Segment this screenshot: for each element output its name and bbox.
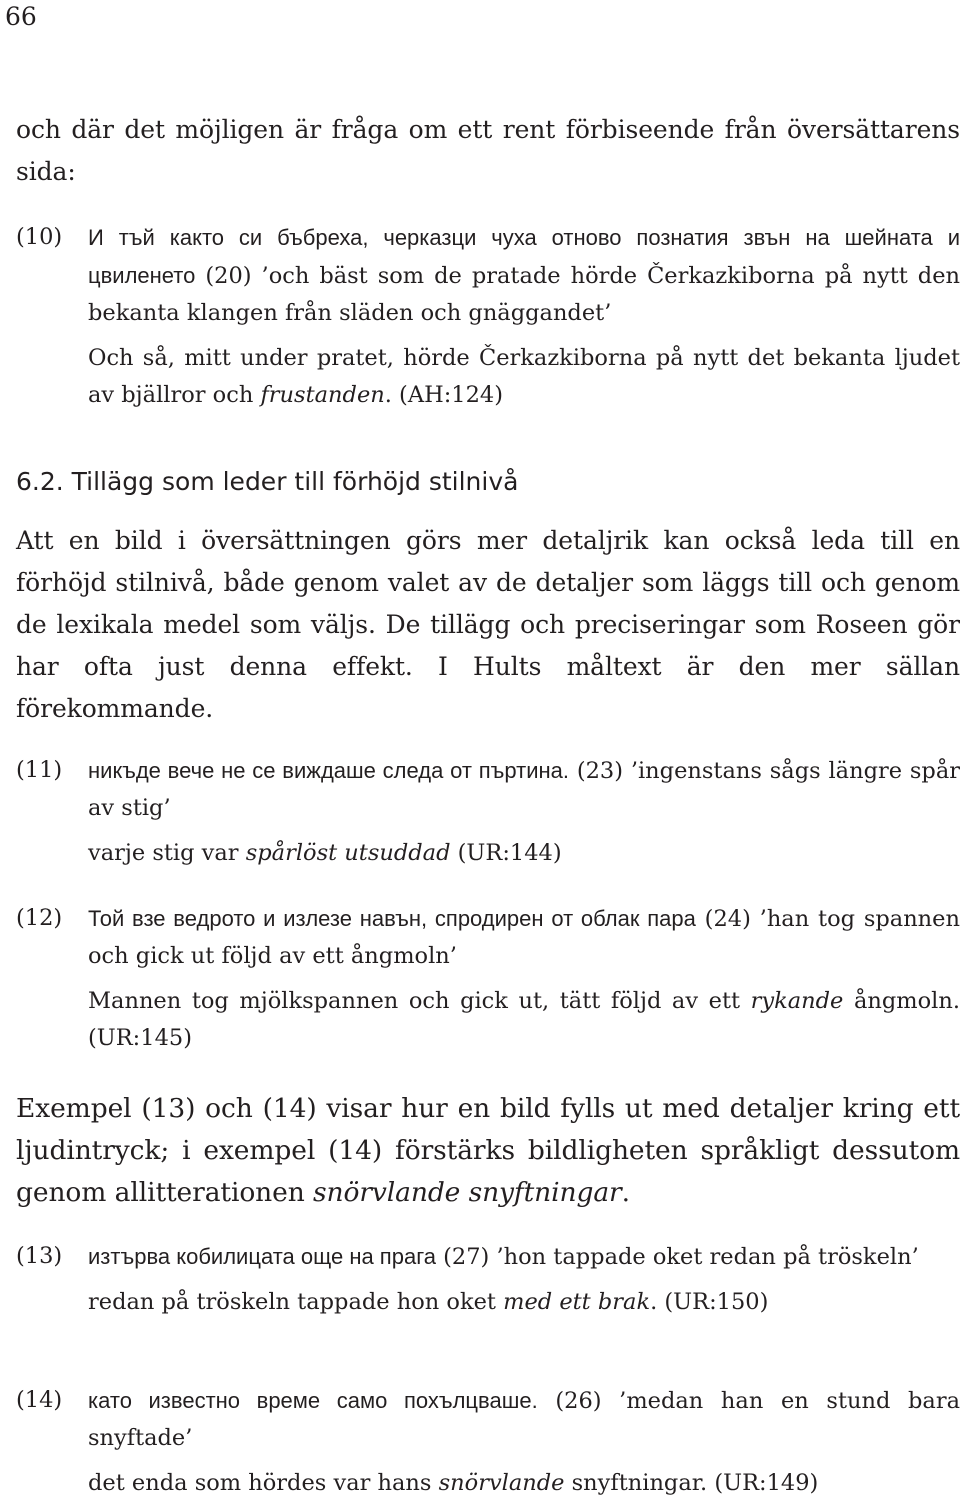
- bulgarian-text: изтърва кобилицата още на прага: [88, 1244, 436, 1269]
- translation-source-ref: ångmoln. (UR:145): [88, 988, 960, 1051]
- gloss-text: (27) ’hon tappade oket redan på tröskeln’: [435, 1244, 919, 1270]
- swedish-translation: [88, 1465, 960, 1502]
- translation-italic: rykande: [750, 988, 844, 1014]
- example-source: [88, 900, 960, 975]
- translation-source-ref: . (AH:124): [384, 382, 504, 408]
- swedish-translation: [88, 983, 960, 1057]
- translation-italic: spårlöst utsuddad: [245, 840, 451, 866]
- example-number: (11): [16, 757, 63, 783]
- example-13: [16, 1238, 960, 1321]
- body-paragraph-1: Att en bild i översättningen görs mer detaljrik kan också leda till en förhöjd stilnivå, både genom valet av de detaljer som läggs till och genom de lexikala medel som väljs. De tillägg och preciseringar som Roseen gör har ofta just denna effekt. I Hults måltext är den mer sällan förekommande.: [16, 526, 960, 723]
- example-source: [88, 752, 960, 827]
- paragraph-italic: snörvlande snyftningar: [313, 1177, 622, 1208]
- example-source: [88, 1382, 960, 1457]
- translation-source-ref: (UR:144): [450, 840, 562, 866]
- swedish-translation: [88, 1284, 960, 1321]
- page-number: 66: [5, 2, 37, 31]
- translation-italic: frustanden: [260, 382, 385, 408]
- example-11: [16, 752, 960, 872]
- translation-text: Och så, mitt under pratet, hörde Čerkazkiborna på nytt det bekanta ljudet av bjällror och: [88, 345, 960, 408]
- translation-source-ref: snyftningar. (UR:149): [564, 1470, 819, 1496]
- gloss-text: (20) ’och bäst som de pratade hörde Čerkazkiborna på nytt den bekanta klangen från släden och gnäggandet’: [88, 263, 960, 326]
- example-number: (10): [16, 224, 63, 250]
- example-10: [16, 219, 960, 414]
- translation-text: varje stig var: [88, 840, 246, 866]
- example-source: [88, 219, 960, 332]
- section-heading: 6.2. Tillägg som leder till förhöjd stilnivå: [16, 467, 519, 496]
- translation-text: redan på tröskeln tappade hon oket: [88, 1289, 504, 1315]
- example-number: (13): [16, 1243, 63, 1269]
- example-number: (14): [16, 1387, 63, 1413]
- example-source: [88, 1238, 960, 1276]
- bulgarian-text: И тъй както си бъбреха, черказци чуха отново познатия звън на шейната и цвиленето: [88, 225, 960, 288]
- intro-line-2: sida:: [16, 157, 76, 186]
- example-number: (12): [16, 905, 63, 931]
- swedish-translation: [88, 835, 960, 872]
- example-12: [16, 900, 960, 1057]
- bulgarian-text: никъде вече не се виждаше следа от пъртина.: [88, 758, 570, 783]
- paragraph-end: .: [621, 1177, 630, 1208]
- bulgarian-text: като известно време само похълцваше.: [88, 1388, 538, 1413]
- paragraph-text: Exempel (13) och (14) visar hur en bild fylls ut med detaljer kring ett ljudintryck; i exempel (14) förstärks bildligheten språkligt dessutom genom allitterationen: [16, 1093, 960, 1208]
- intro-line-1: och där det möjligen är fråga om ett rent förbiseende från översättarens: [16, 115, 960, 144]
- translation-source-ref: . (UR:150): [650, 1289, 769, 1315]
- gloss-text: (26) ’medan han en stund bara snyftade’: [88, 1388, 960, 1451]
- translation-text: det enda som hördes var hans: [88, 1470, 439, 1496]
- translation-text: Mannen tog mjölkspannen och gick ut, tätt följd av ett: [88, 988, 751, 1014]
- swedish-translation: [88, 340, 960, 414]
- bulgarian-text: Той взе ведрото и излезе навън, спродирен от облак пара: [88, 906, 696, 931]
- body-paragraph-2: [16, 1088, 960, 1214]
- translation-italic: med ett brak: [503, 1289, 651, 1315]
- gloss-text: (24) ’han tog spannen och gick ut följd av ett ångmoln’: [88, 906, 960, 969]
- gloss-text: (23) ’ingenstans sågs längre spår av stig’: [88, 758, 960, 821]
- example-14: [16, 1382, 960, 1502]
- translation-italic: snörvlande: [438, 1470, 565, 1496]
- intro-paragraph: [16, 109, 960, 193]
